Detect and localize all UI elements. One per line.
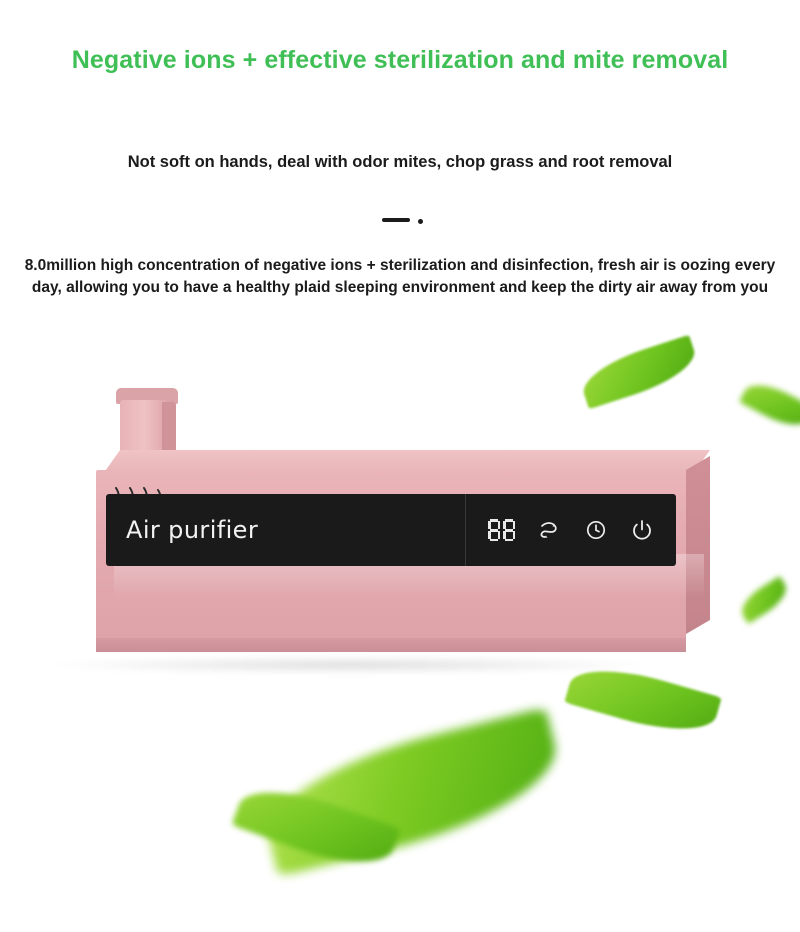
- product-side-face: [686, 456, 710, 634]
- panel-brand-area: [106, 494, 466, 566]
- divider-bar: [382, 218, 410, 222]
- panel-label: Air purifier: [126, 516, 259, 544]
- seven-segment-display: [488, 519, 515, 541]
- subheadline: Not soft on hands, deal with odor mites, chop grass and root removal: [127, 153, 673, 171]
- leaf-icon: [739, 375, 800, 434]
- ionizer-icon[interactable]: [537, 518, 561, 542]
- air-purifier-product: [78, 388, 710, 668]
- leaf-icon: [736, 576, 793, 624]
- power-icon[interactable]: [630, 518, 654, 542]
- display-digit: [503, 519, 515, 541]
- display-digit: [488, 519, 500, 541]
- divider-dot: [418, 219, 423, 224]
- body-copy: 8.0million high concentration of negative ions + sterilization and disinfection, fresh air is oozing every day, allowing you to have a healthy plaid sleeping environment and keep the dirty air away from you: [24, 257, 776, 296]
- control-panel: [106, 494, 676, 566]
- timer-icon[interactable]: [584, 518, 608, 542]
- leaf-icon: [254, 707, 569, 877]
- divider: [0, 212, 800, 228]
- product-bottom-shade: [96, 638, 686, 652]
- headline: Negative ions + effective sterilization and mite removal: [71, 46, 729, 74]
- panel-controls-area: [466, 494, 676, 566]
